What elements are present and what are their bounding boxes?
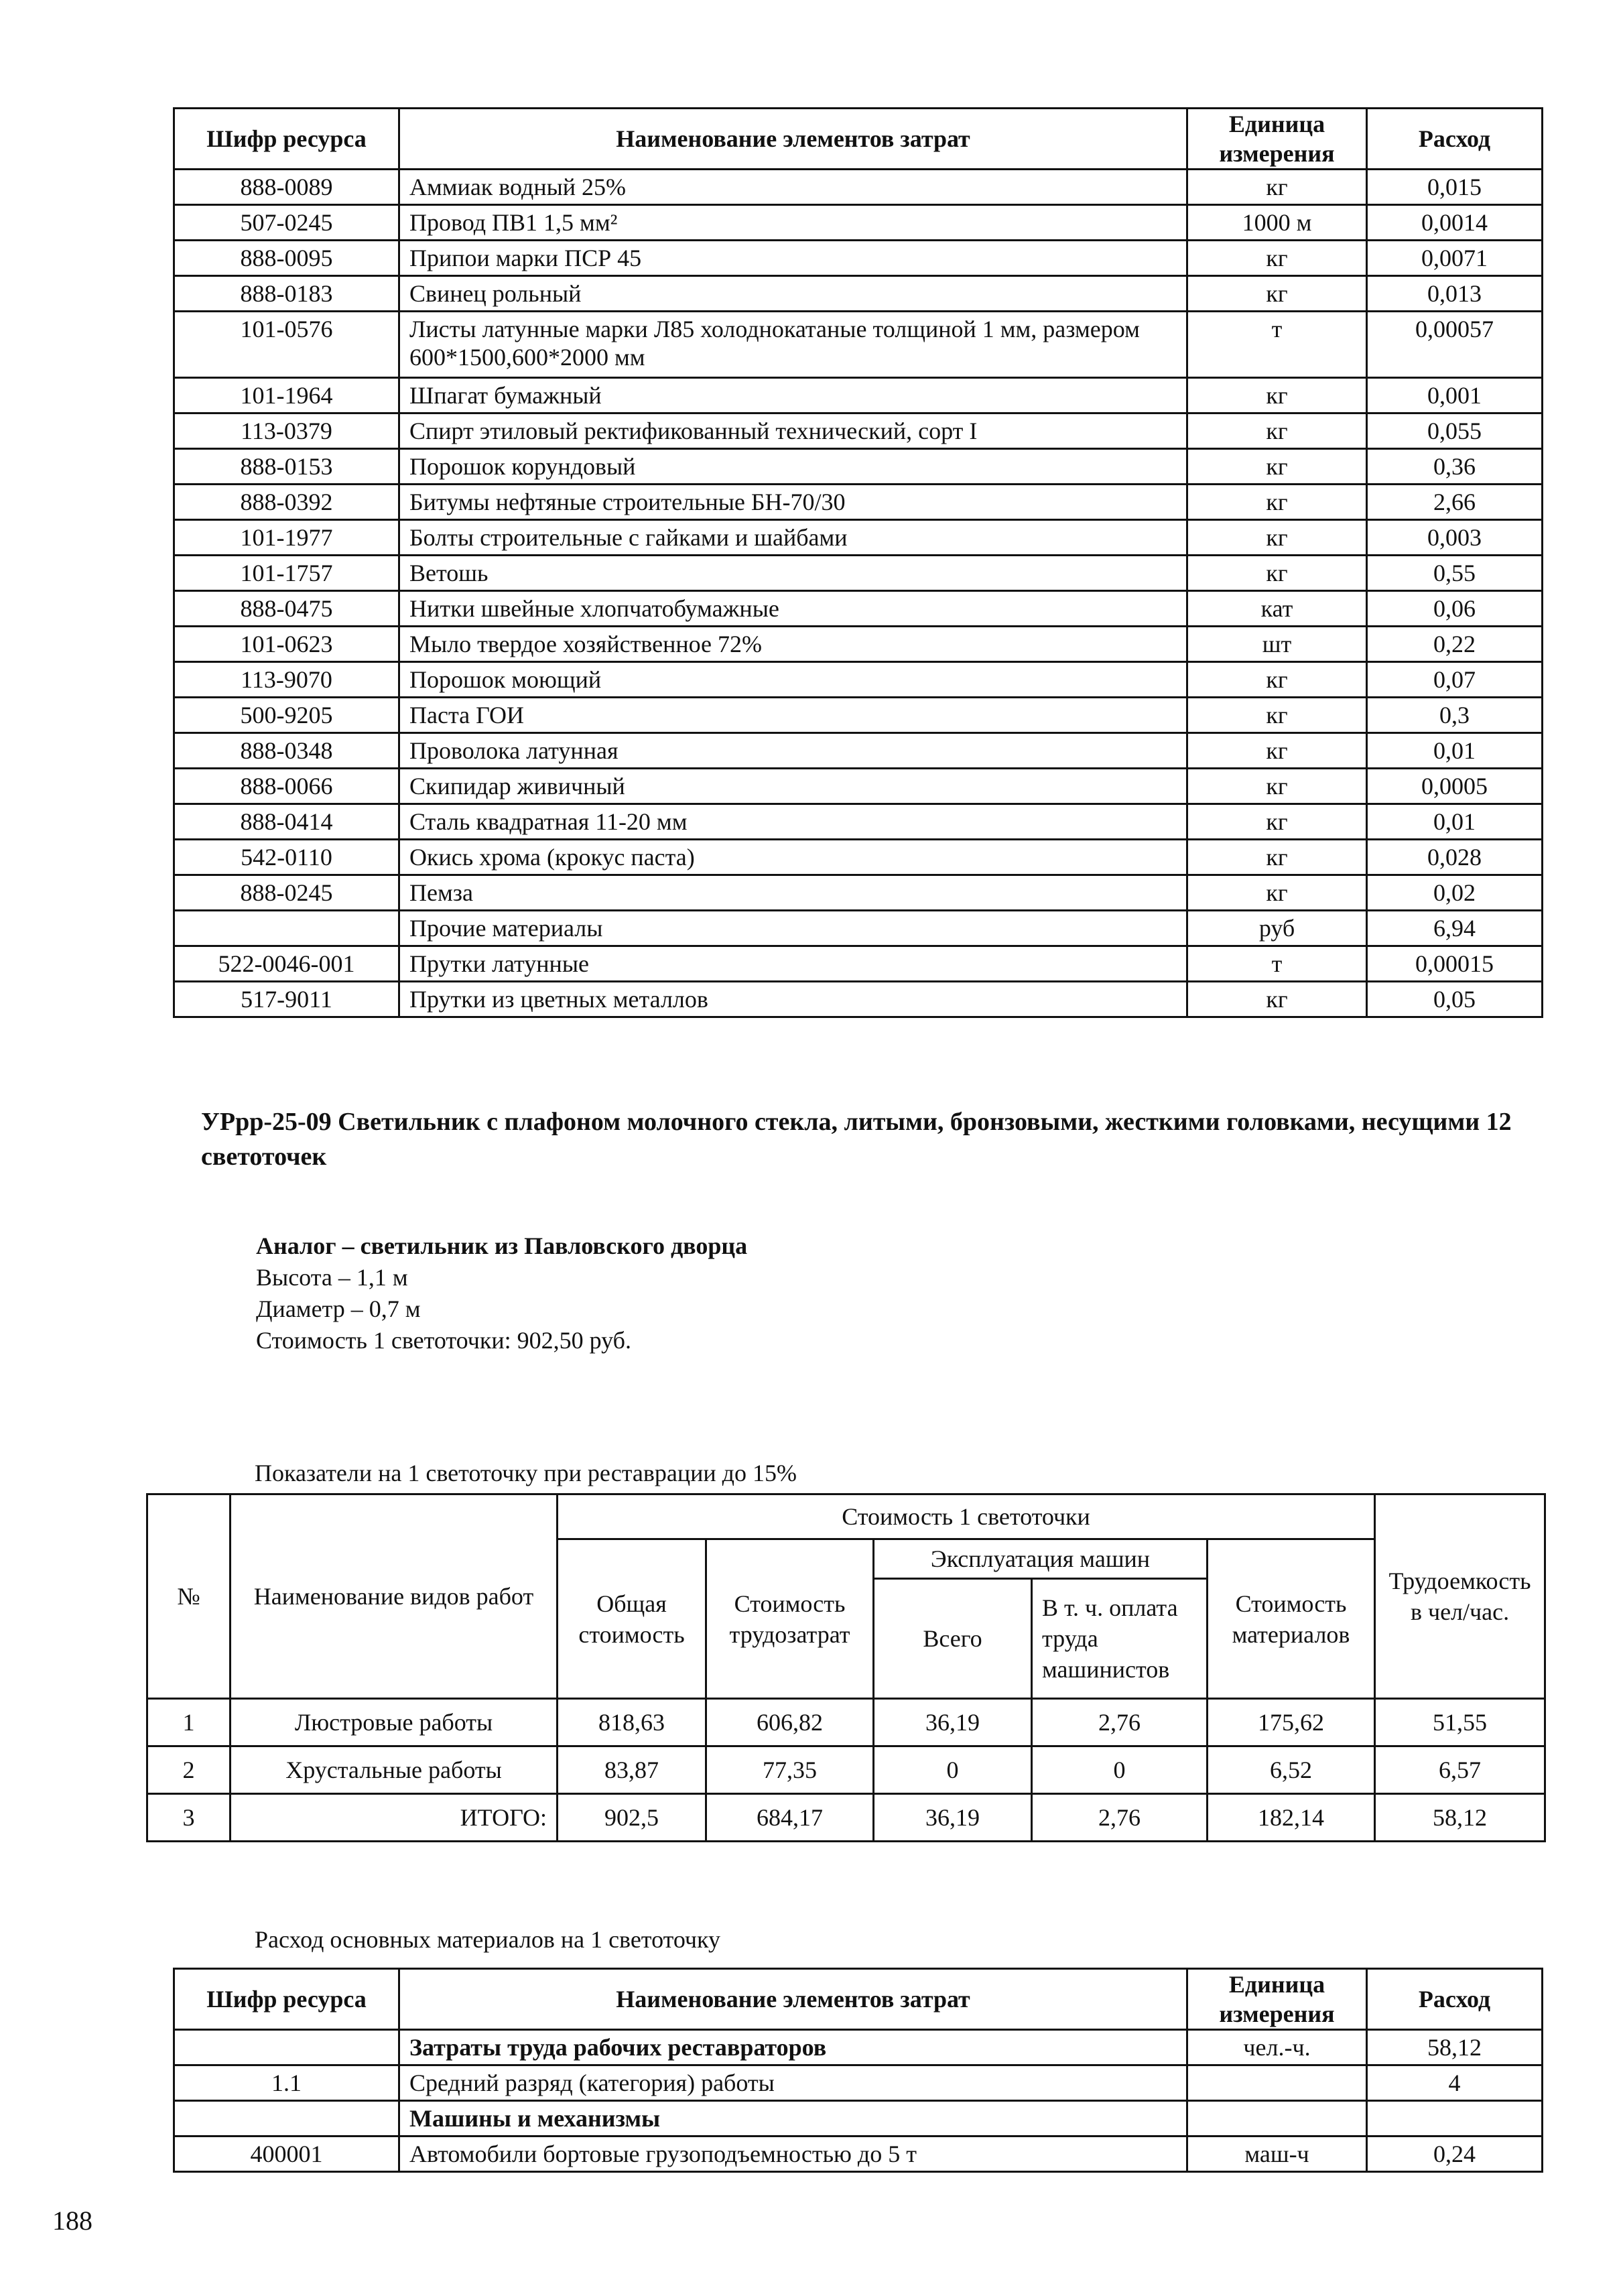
resource-name: Прочие материалы bbox=[399, 911, 1187, 946]
resource-qty bbox=[1367, 2101, 1543, 2136]
resource-qty: 0,02 bbox=[1367, 875, 1543, 911]
analog-title: Аналог – светильник из Павловского дворца bbox=[256, 1232, 748, 1259]
resource-code: 400001 bbox=[174, 2136, 399, 2172]
resource-code: 888-0392 bbox=[174, 485, 399, 520]
materials-cost: 182,14 bbox=[1208, 1794, 1375, 1842]
resource-code bbox=[174, 911, 399, 946]
resource-code: 113-9070 bbox=[174, 662, 399, 698]
resource-name: Прутки латунные bbox=[399, 946, 1187, 982]
total-cost: 818,63 bbox=[558, 1699, 706, 1746]
resource-name: Затраты труда рабочих реставраторов bbox=[399, 2030, 1187, 2065]
machines-total: 0 bbox=[874, 1746, 1032, 1794]
resource-code: 888-0095 bbox=[174, 241, 399, 276]
resource-unit: кг bbox=[1187, 241, 1367, 276]
resource-code: 101-0623 bbox=[174, 627, 399, 662]
resource-qty: 0,015 bbox=[1367, 170, 1543, 205]
resource-code: 1.1 bbox=[174, 2065, 399, 2101]
resource-qty: 0,001 bbox=[1367, 378, 1543, 413]
resource-name: Средний разряд (категория) работы bbox=[399, 2065, 1187, 2101]
resource-unit: кг bbox=[1187, 556, 1367, 591]
resource-name: Провод ПВ1 1,5 мм² bbox=[399, 205, 1187, 241]
table-row bbox=[174, 804, 1543, 840]
resource-code: 888-0066 bbox=[174, 769, 399, 804]
resource-code: 101-1977 bbox=[174, 520, 399, 556]
table-header-row bbox=[147, 1494, 1545, 1539]
resource-unit: руб bbox=[1187, 911, 1367, 946]
table-row bbox=[174, 911, 1543, 946]
resource-code: 101-1757 bbox=[174, 556, 399, 591]
resource-code: 888-0475 bbox=[174, 591, 399, 627]
resource-unit: маш-ч bbox=[1187, 2136, 1367, 2172]
table-header-row bbox=[174, 1969, 1543, 2030]
table-row bbox=[174, 769, 1543, 804]
resource-unit: кг bbox=[1187, 449, 1367, 485]
resource-code: 522-0046-001 bbox=[174, 946, 399, 982]
resource-unit: кг bbox=[1187, 378, 1367, 413]
table-row bbox=[174, 2136, 1543, 2172]
resource-name: Нитки швейные хлопчатобумажные bbox=[399, 591, 1187, 627]
labor-intensity: 6,57 bbox=[1375, 1746, 1545, 1794]
page-number: 188 bbox=[52, 2206, 92, 2236]
resource-name: Листы латунные марки Л85 холоднокатаные толщиной 1 мм, размером 600*1500,600*2000 мм bbox=[399, 312, 1187, 378]
resource-code bbox=[174, 2101, 399, 2136]
resource-code: 542-0110 bbox=[174, 840, 399, 875]
resource-name: Спирт этиловый ректификованный технический, сорт I bbox=[399, 413, 1187, 449]
col-header-qty: Расход bbox=[1367, 109, 1543, 170]
indicators-table bbox=[146, 1493, 1546, 1842]
total-cost: 902,5 bbox=[558, 1794, 706, 1842]
table-row bbox=[174, 449, 1543, 485]
indicators-caption: Показатели на 1 светоточку при реставрации до 15% bbox=[255, 1460, 797, 1486]
resource-name: Паста ГОИ bbox=[399, 698, 1187, 733]
col-header-total: Общая стоимость bbox=[558, 1539, 706, 1699]
table-row bbox=[174, 241, 1543, 276]
resource-code: 101-1964 bbox=[174, 378, 399, 413]
col-header-code: Шифр ресурса bbox=[174, 1969, 399, 2030]
resource-name: Автомобили бортовые грузоподъемностью до 5 т bbox=[399, 2136, 1187, 2172]
col-header-work: Наименование видов работ bbox=[231, 1494, 558, 1699]
resource-unit: кг bbox=[1187, 840, 1367, 875]
resource-qty: 2,66 bbox=[1367, 485, 1543, 520]
resource-code: 888-0245 bbox=[174, 875, 399, 911]
table-row bbox=[147, 1794, 1545, 1842]
resource-qty: 0,00057 bbox=[1367, 312, 1543, 378]
resource-unit bbox=[1187, 2101, 1367, 2136]
col-header-unit: Единица измерения bbox=[1187, 1969, 1367, 2030]
resource-unit: т bbox=[1187, 312, 1367, 378]
resource-name: Машины и механизмы bbox=[399, 2101, 1187, 2136]
resource-code: 500-9205 bbox=[174, 698, 399, 733]
resource-name: Пемза bbox=[399, 875, 1187, 911]
section-title: УРрр-25-09 Светильник с плафоном молочного стекла, литыми, бронзовыми, жесткими головками, несущими 12 светоточек bbox=[201, 1108, 1512, 1171]
resource-unit: кг bbox=[1187, 875, 1367, 911]
resource-qty: 0,36 bbox=[1367, 449, 1543, 485]
resource-code: 517-9011 bbox=[174, 982, 399, 1017]
col-header-cost-group: Стоимость 1 светоточки bbox=[558, 1494, 1375, 1539]
labor-cost: 606,82 bbox=[706, 1699, 874, 1746]
resource-qty: 4 bbox=[1367, 2065, 1543, 2101]
col-header-unit: Единица измерения bbox=[1187, 109, 1367, 170]
resource-name: Свинец рольный bbox=[399, 276, 1187, 312]
resource-unit: кг bbox=[1187, 413, 1367, 449]
table-row bbox=[174, 378, 1543, 413]
analog-cost: Стоимость 1 светоточки: 902,50 руб. bbox=[256, 1327, 631, 1354]
resource-unit: кг bbox=[1187, 804, 1367, 840]
resource-qty: 58,12 bbox=[1367, 2030, 1543, 2065]
resource-qty: 6,94 bbox=[1367, 911, 1543, 946]
analog-height: Высота – 1,1 м bbox=[256, 1264, 408, 1291]
materials-table-top bbox=[173, 107, 1543, 1018]
table-row bbox=[174, 591, 1543, 627]
col-header-materials: Стоимость материалов bbox=[1208, 1539, 1375, 1699]
table-row bbox=[174, 205, 1543, 241]
resource-unit: 1000 м bbox=[1187, 205, 1367, 241]
analog-block bbox=[256, 1230, 747, 1356]
col-header-labor-cost: Стоимость трудозатрат bbox=[706, 1539, 874, 1699]
resource-code bbox=[174, 2030, 399, 2065]
col-header-machines-group: Эксплуатация машин bbox=[874, 1539, 1208, 1579]
resource-name: Мыло твердое хозяйственное 72% bbox=[399, 627, 1187, 662]
work-name: ИТОГО: bbox=[231, 1794, 558, 1842]
table-row bbox=[174, 698, 1543, 733]
work-name: Люстровые работы bbox=[231, 1699, 558, 1746]
resource-unit: кг bbox=[1187, 733, 1367, 769]
resource-qty: 0,3 bbox=[1367, 698, 1543, 733]
col-header-num: № bbox=[147, 1494, 231, 1699]
table-row bbox=[174, 982, 1543, 1017]
resource-unit: шт bbox=[1187, 627, 1367, 662]
table-header-row bbox=[174, 109, 1543, 170]
resource-qty: 0,0014 bbox=[1367, 205, 1543, 241]
col-header-machines-total: Всего bbox=[874, 1579, 1032, 1699]
resource-name: Сталь квадратная 11-20 мм bbox=[399, 804, 1187, 840]
table-row bbox=[174, 170, 1543, 205]
resource-unit: кг bbox=[1187, 170, 1367, 205]
materials-cost: 6,52 bbox=[1208, 1746, 1375, 1794]
resource-unit: кг bbox=[1187, 982, 1367, 1017]
resource-code: 888-0414 bbox=[174, 804, 399, 840]
resource-name: Окись хрома (крокус паста) bbox=[399, 840, 1187, 875]
resource-unit: чел.-ч. bbox=[1187, 2030, 1367, 2065]
resource-code: 888-0183 bbox=[174, 276, 399, 312]
resource-name: Порошок моющий bbox=[399, 662, 1187, 698]
resource-qty: 0,028 bbox=[1367, 840, 1543, 875]
table-row bbox=[147, 1746, 1545, 1794]
labor-intensity: 51,55 bbox=[1375, 1699, 1545, 1746]
resource-name: Ветошь bbox=[399, 556, 1187, 591]
labor-cost: 77,35 bbox=[706, 1746, 874, 1794]
table-row bbox=[174, 276, 1543, 312]
machines-pay: 2,76 bbox=[1032, 1699, 1208, 1746]
resource-qty: 0,07 bbox=[1367, 662, 1543, 698]
col-header-name: Наименование элементов затрат bbox=[399, 1969, 1187, 2030]
table-row bbox=[174, 2065, 1543, 2101]
resource-qty: 0,00015 bbox=[1367, 946, 1543, 982]
resource-name: Скипидар живичный bbox=[399, 769, 1187, 804]
row-number: 2 bbox=[147, 1746, 231, 1794]
resource-name: Битумы нефтяные строительные БН-70/30 bbox=[399, 485, 1187, 520]
resource-qty: 0,05 bbox=[1367, 982, 1543, 1017]
resource-name: Болты строительные с гайками и шайбами bbox=[399, 520, 1187, 556]
resource-unit bbox=[1187, 2065, 1367, 2101]
table-row bbox=[174, 875, 1543, 911]
resource-name: Аммиак водный 25% bbox=[399, 170, 1187, 205]
resource-unit: кат bbox=[1187, 591, 1367, 627]
resource-unit: кг bbox=[1187, 276, 1367, 312]
resource-qty: 0,01 bbox=[1367, 733, 1543, 769]
col-header-machines-pay: В т. ч. оплата труда машинистов bbox=[1032, 1579, 1208, 1699]
materials-cost: 175,62 bbox=[1208, 1699, 1375, 1746]
resource-code: 888-0348 bbox=[174, 733, 399, 769]
resource-code: 888-0089 bbox=[174, 170, 399, 205]
table-row bbox=[174, 485, 1543, 520]
resource-code: 101-0576 bbox=[174, 312, 399, 378]
resource-qty: 0,013 bbox=[1367, 276, 1543, 312]
labor-cost: 684,17 bbox=[706, 1794, 874, 1842]
materials-table-bottom bbox=[173, 1968, 1543, 2173]
resource-code: 507-0245 bbox=[174, 205, 399, 241]
resource-code: 113-0379 bbox=[174, 413, 399, 449]
machines-total: 36,19 bbox=[874, 1699, 1032, 1746]
resource-qty: 0,22 bbox=[1367, 627, 1543, 662]
table-row bbox=[174, 520, 1543, 556]
resource-unit: кг bbox=[1187, 662, 1367, 698]
labor-intensity: 58,12 bbox=[1375, 1794, 1545, 1842]
table-row bbox=[174, 312, 1543, 378]
resource-code: 888-0153 bbox=[174, 449, 399, 485]
machines-pay: 2,76 bbox=[1032, 1794, 1208, 1842]
table-row bbox=[174, 946, 1543, 982]
col-header-qty: Расход bbox=[1367, 1969, 1543, 2030]
table-row bbox=[174, 413, 1543, 449]
table-row bbox=[147, 1699, 1545, 1746]
resource-qty: 0,55 bbox=[1367, 556, 1543, 591]
resource-unit: кг bbox=[1187, 520, 1367, 556]
resource-unit: кг bbox=[1187, 698, 1367, 733]
table-row bbox=[174, 556, 1543, 591]
resource-qty: 0,06 bbox=[1367, 591, 1543, 627]
table-row bbox=[174, 733, 1543, 769]
table-row bbox=[174, 840, 1543, 875]
resource-qty: 0,003 bbox=[1367, 520, 1543, 556]
row-number: 1 bbox=[147, 1699, 231, 1746]
resource-name: Проволока латунная bbox=[399, 733, 1187, 769]
resource-unit: кг bbox=[1187, 769, 1367, 804]
machines-pay: 0 bbox=[1032, 1746, 1208, 1794]
col-header-name: Наименование элементов затрат bbox=[399, 109, 1187, 170]
resource-name: Шпагат бумажный bbox=[399, 378, 1187, 413]
table-row bbox=[174, 2101, 1543, 2136]
work-name: Хрустальные работы bbox=[231, 1746, 558, 1794]
resource-name: Прутки из цветных металлов bbox=[399, 982, 1187, 1017]
resource-name: Припои марки ПСР 45 bbox=[399, 241, 1187, 276]
table-row bbox=[174, 662, 1543, 698]
resource-qty: 0,0071 bbox=[1367, 241, 1543, 276]
resource-qty: 0,01 bbox=[1367, 804, 1543, 840]
resource-qty: 0,0005 bbox=[1367, 769, 1543, 804]
table-row bbox=[174, 627, 1543, 662]
row-number: 3 bbox=[147, 1794, 231, 1842]
total-cost: 83,87 bbox=[558, 1746, 706, 1794]
resource-name: Порошок корундовый bbox=[399, 449, 1187, 485]
resource-unit: т bbox=[1187, 946, 1367, 982]
col-header-labor: Трудоемкость в чел/час. bbox=[1375, 1494, 1545, 1699]
resource-qty: 0,055 bbox=[1367, 413, 1543, 449]
col-header-code: Шифр ресурса bbox=[174, 109, 399, 170]
materials-caption: Расход основных материалов на 1 светоточку bbox=[255, 1926, 721, 1953]
resource-qty: 0,24 bbox=[1367, 2136, 1543, 2172]
table-row bbox=[174, 2030, 1543, 2065]
resource-unit: кг bbox=[1187, 485, 1367, 520]
machines-total: 36,19 bbox=[874, 1794, 1032, 1842]
analog-diameter: Диаметр – 0,7 м bbox=[256, 1295, 421, 1322]
